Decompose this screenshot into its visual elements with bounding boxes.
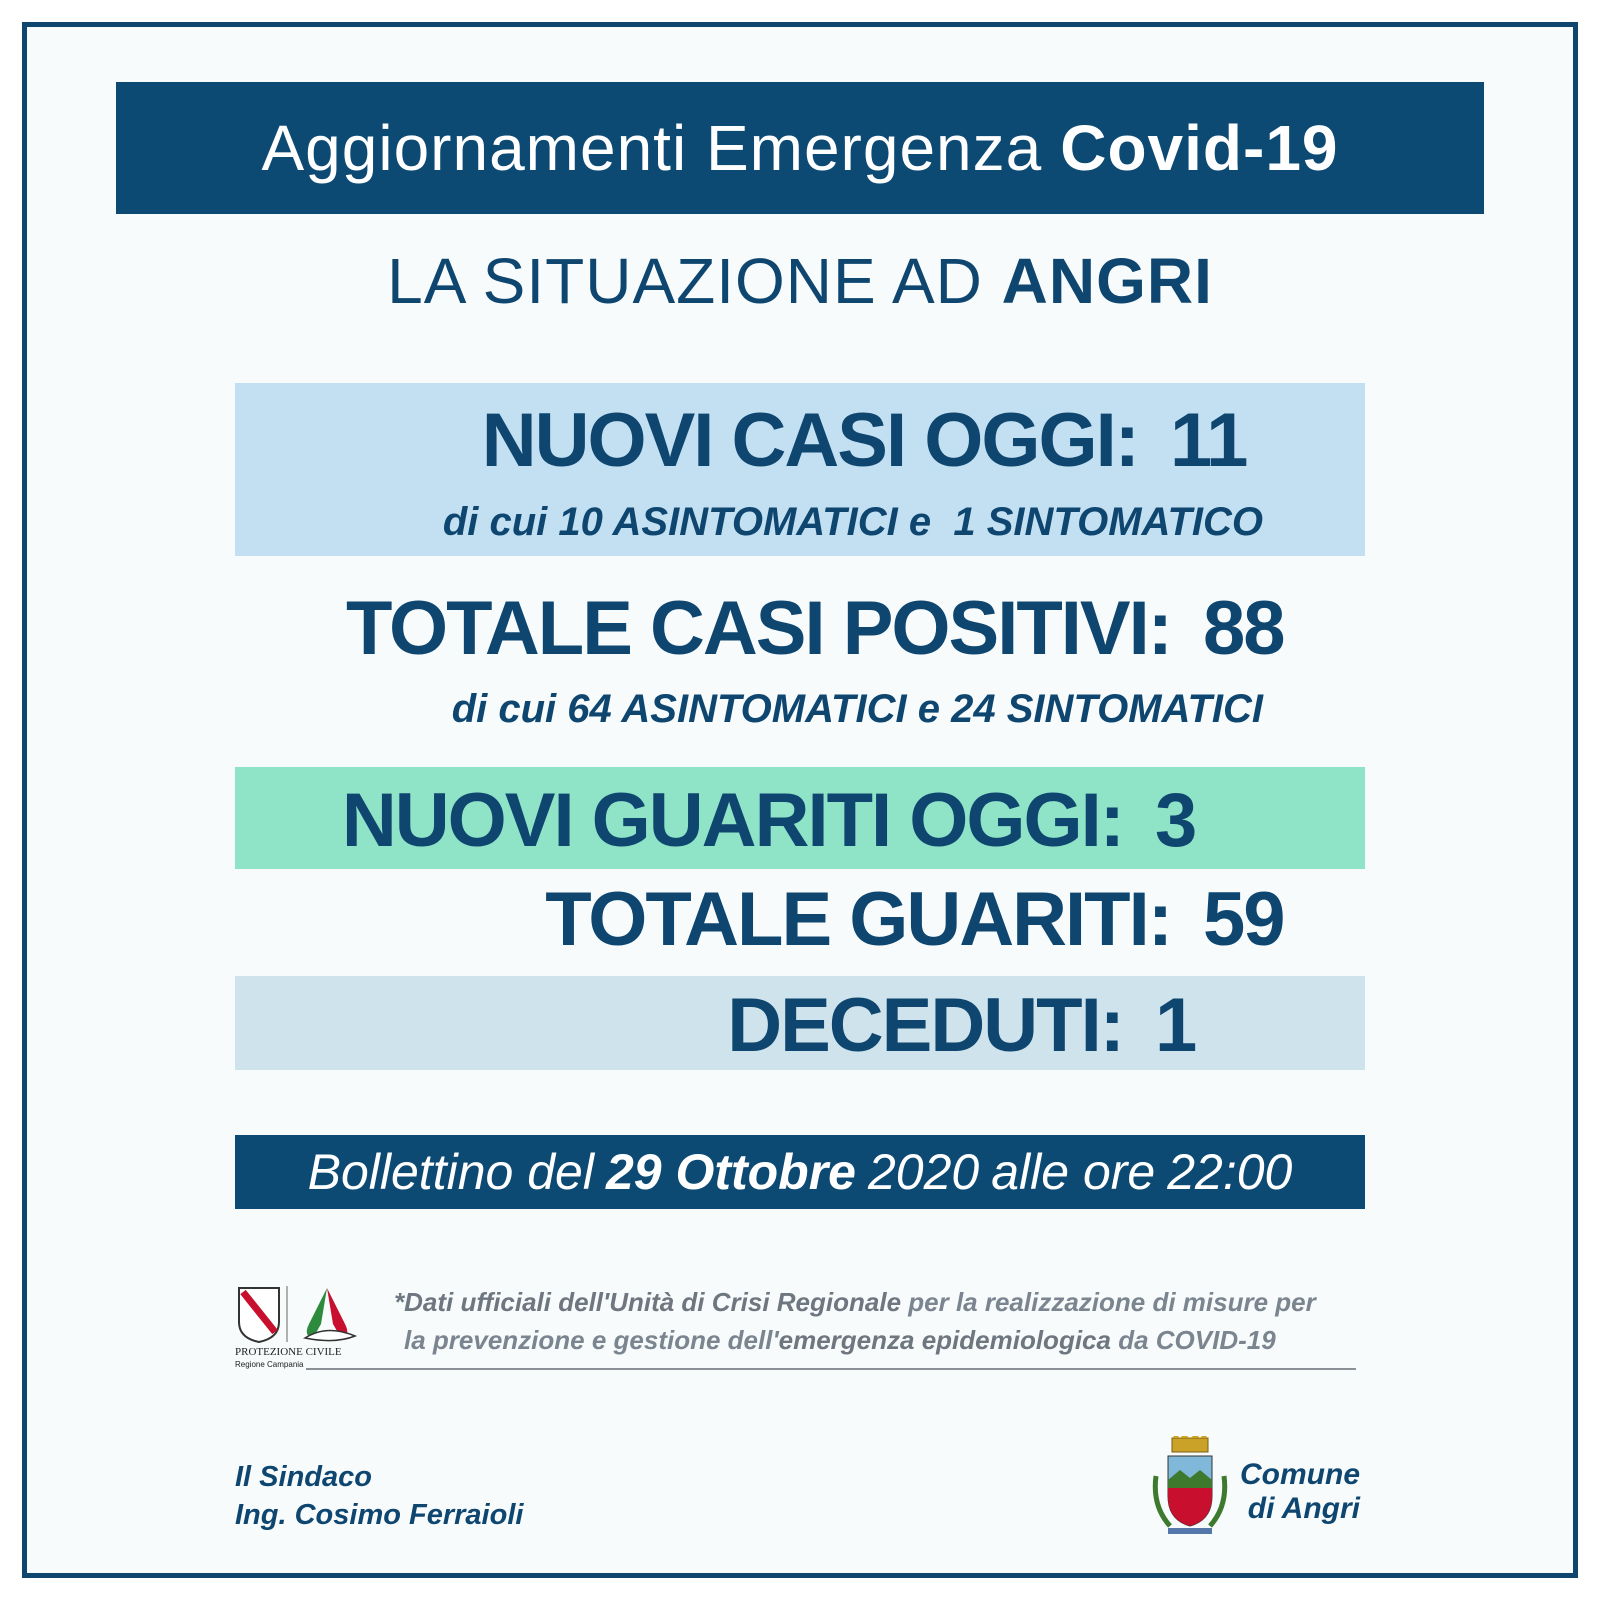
protezione-civile-icon [295, 1284, 359, 1346]
detail-asym-count: 64 [567, 687, 612, 731]
coat-of-arms-icon [1150, 1436, 1230, 1540]
page-subtitle [0, 244, 1600, 324]
bulletin-time: 22:00 [1167, 1144, 1293, 1200]
footnote-divider [306, 1368, 1356, 1370]
bulletin-prefix: Bollettino del [307, 1144, 594, 1200]
comune-line-2: di Angri [1247, 1492, 1360, 1525]
footnote-line-1 [394, 1283, 1374, 1321]
footnote-line2-a: la prevenzione e gestione dell' [404, 1325, 779, 1355]
new-cases-detail [443, 500, 1263, 545]
detail-sym-label: SINTOMATICI [1006, 687, 1263, 731]
total-recovered-label: TOTALE GUARITI: [545, 877, 1171, 962]
footnote-line2-b: emergenza epidemiologica [778, 1325, 1111, 1355]
signature-block [235, 1458, 523, 1534]
new-cases-value: 11 [1170, 398, 1247, 483]
detail-sym-count: 24 [951, 687, 996, 731]
total-positive-label: TOTALE CASI POSITIVI: [345, 586, 1171, 671]
footnote-rest: per la realizzazione di misure per [908, 1287, 1316, 1317]
protezione-civile-logo [235, 1284, 365, 1374]
signature-name: Ing. Cosimo Ferraioli [235, 1499, 524, 1531]
detail-prefix: di cui [442, 500, 548, 544]
new-cases-line [482, 397, 1270, 484]
new-cases-label: NUOVI CASI OGGI: [481, 398, 1138, 483]
angri-coat-of-arms [1150, 1436, 1230, 1540]
comune-line-1: Comune [1240, 1458, 1360, 1491]
detail-prefix: di cui [451, 687, 557, 731]
footnote-line2-c: da COVID-19 [1118, 1325, 1276, 1355]
header-title-regular: Aggiornamenti Emergenza [261, 112, 1043, 184]
footnote [394, 1283, 1374, 1359]
total-positive-detail [452, 687, 1263, 732]
new-recovered-line [342, 777, 1255, 864]
detail-asym-label: ASINTOMATICI e [612, 500, 932, 544]
new-recovered-band [235, 767, 1365, 869]
detail-asym-count: 10 [558, 500, 603, 544]
regione-label: Regione Campania [235, 1360, 304, 1369]
bulletin-bar [235, 1135, 1365, 1209]
signature-role: Il Sindaco [235, 1461, 372, 1493]
total-recovered-block [235, 876, 1365, 966]
total-recovered-line [545, 876, 1303, 963]
deceased-line [727, 982, 1255, 1069]
total-positive-block [235, 585, 1365, 745]
total-positive-line [346, 585, 1303, 672]
bulletin-middle: alle ore [991, 1144, 1156, 1200]
comune-label [1240, 1458, 1360, 1526]
detail-asym-label: ASINTOMATICI e [621, 687, 940, 731]
protezione-civile-label: PROTEZIONE CIVILE [235, 1346, 342, 1358]
deceased-label: DECEDUTI: [727, 983, 1123, 1068]
bulletin-date: 29 Ottobre [605, 1144, 856, 1200]
footnote-line-2 [394, 1321, 1374, 1359]
total-positive-value: 88 [1203, 586, 1284, 671]
footnote-bold: *Dati ufficiali dell'Unità di Crisi Regionale [394, 1287, 902, 1317]
header-title-bold: Covid-19 [1060, 112, 1339, 184]
detail-sym-count: 1 [953, 500, 976, 544]
new-cases-band [235, 383, 1365, 556]
subtitle-regular: LA SITUAZIONE AD [387, 245, 983, 317]
new-recovered-label: NUOVI GUARITI OGGI: [341, 778, 1123, 863]
detail-sym-label: SINTOMATICO [986, 500, 1263, 544]
bulletin-year: 2020 [868, 1144, 980, 1200]
total-recovered-value: 59 [1203, 877, 1284, 962]
deceased-value: 1 [1155, 983, 1196, 1068]
header-banner [116, 82, 1484, 214]
new-recovered-value: 3 [1155, 778, 1196, 863]
deceased-band [235, 976, 1365, 1070]
subtitle-bold: ANGRI [1001, 245, 1213, 317]
